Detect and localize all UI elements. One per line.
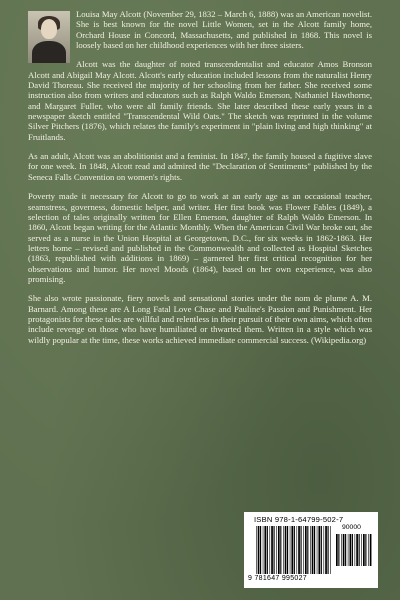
paragraph-1-text: Louisa May Alcott (November 29, 1832 – March 6, 1888) was an American novelist. She is best known for the novel Little Women, set in the Alcott family home, Orchard House in Concord, Massachusetts, and published in 1868. This novel is loosely based on her childhood experiences with her three sisters. [76,9,372,51]
barcode-bar [270,526,271,574]
barcode-bar [341,534,342,566]
barcode-bar [361,534,362,566]
paragraph-2: Alcott was the daughter of noted transcendentalist and educator Amos Bronson Alcott and Abigail May Alcott. Alcott's early education included lessons from the naturalist Henry David Thoreau. She received the majority of her schooling from her father. She received some instruction also from writers and educators such as Ralph Waldo Emerson, Nathaniel Hawthorne, and Margaret Fuller, who were all family friends. She later described these early years in a newspaper sketch entitled "Transcendental Wild Oats." The sketch was reprinted in the volume Silver Pitchers (1876), which relates the family's experiment in "plain living and high thinking" at Fruitlands. [28,59,372,142]
barcode-bar [290,526,291,574]
addon-barcode-bars [336,534,372,566]
ean-digits-text: 9 781647 995027 [248,575,307,582]
barcode-bar [271,526,273,574]
barcode-bar [307,526,308,574]
barcode-bar [359,534,360,566]
barcode-bar [321,526,322,574]
barcode-bar [312,526,314,574]
portrait-shoulders [32,41,66,63]
barcode-bar [317,526,318,574]
barcode-bar [350,534,352,566]
barcode-bar [280,526,281,574]
paragraph-1 [28,9,372,50]
barcode-bar [324,526,325,574]
barcode-bar [260,526,261,574]
barcode-bar [345,534,346,566]
barcode-bar [370,534,372,566]
barcode-bar [314,526,315,574]
barcode-bar [278,526,280,574]
isbn-text: ISBN 978-1-64799-502-7 [254,515,344,524]
barcode-bar [283,526,284,574]
price-code-text: 90000 [342,524,361,531]
paragraph-4: Poverty made it necessary for Alcott to go to work at an early age as an occasional teacher, seamstress, governess, domestic helper, and writer. Her first book was Flower Fables (1849), a selection of tales originally written for Ellen Emerson, daughter of Ralph Waldo Emerson. In 1860, Alcott began writing for the Atlantic Monthly. When the American Civil War broke out, she served as a nurse in the Union Hospital at Georgetown, D.C., for six weeks in 1862-1863. Her letters home – revised and published in the Commonwealth and collected as Hospital Sketches (1863, republished with additions in 1869) – garnered her first critical recognition for her observations and humor. Her novel Moods (1864), based on her own experience, was also promising. [28,191,372,284]
barcode-bar [305,526,307,574]
isbn-barcode [244,512,378,588]
barcode-bar [274,526,275,574]
paragraph-3: As an adult, Alcott was an abolitionist and a feminist. In 1847, the family housed a fugitive slave for one week. In 1848, Alcott read and admired the "Declaration of Sentiments" published by the Seneca Falls Convention on women's rights. [28,151,372,182]
barcode-bar [318,526,320,574]
barcode-bar [267,526,268,574]
barcode-bar [325,526,327,574]
barcode-bar [276,526,277,574]
barcode-bar [343,534,345,566]
barcode-bar [330,526,331,574]
paragraph-5: She also wrote passionate, fiery novels and sensational stories under the nom de plume A. M. Barnard. Among these are A Long Fatal Love Chase and Pauline's Passion and Punishment. Her protagonists for these tales are willful and relentless in their pursuit of their own aims, which often include revenge on those who have humiliated or thwarted them. Written in a style which was wildly popular at the time, these works achieved immediate commercial success. (Wikipedia.org) [28,293,372,345]
book-description [28,9,372,354]
barcode-bar [258,526,260,574]
ean-barcode-bars [256,526,331,574]
barcode-bar [363,534,365,566]
barcode-bar [352,534,353,566]
barcode-bar [256,526,257,574]
barcode-bar [285,526,287,574]
barcode-bar [356,534,358,566]
barcode-bar [303,526,304,574]
barcode-bar [297,526,298,574]
barcode-bar [355,534,356,566]
barcode-bar [368,534,369,566]
barcode-bar [310,526,311,574]
barcode-bar [294,526,295,574]
author-portrait-image [28,11,70,63]
barcode-bar [365,534,366,566]
portrait-face [41,19,57,39]
barcode-bar [291,526,293,574]
barcode-bar [287,526,288,574]
barcode-bar [328,526,329,574]
barcode-bar [336,534,338,566]
barcode-bar [338,534,339,566]
barcode-bar [301,526,302,574]
barcode-bar [298,526,300,574]
barcode-bar [264,526,266,574]
barcode-bar [348,534,349,566]
barcode-bar [263,526,264,574]
